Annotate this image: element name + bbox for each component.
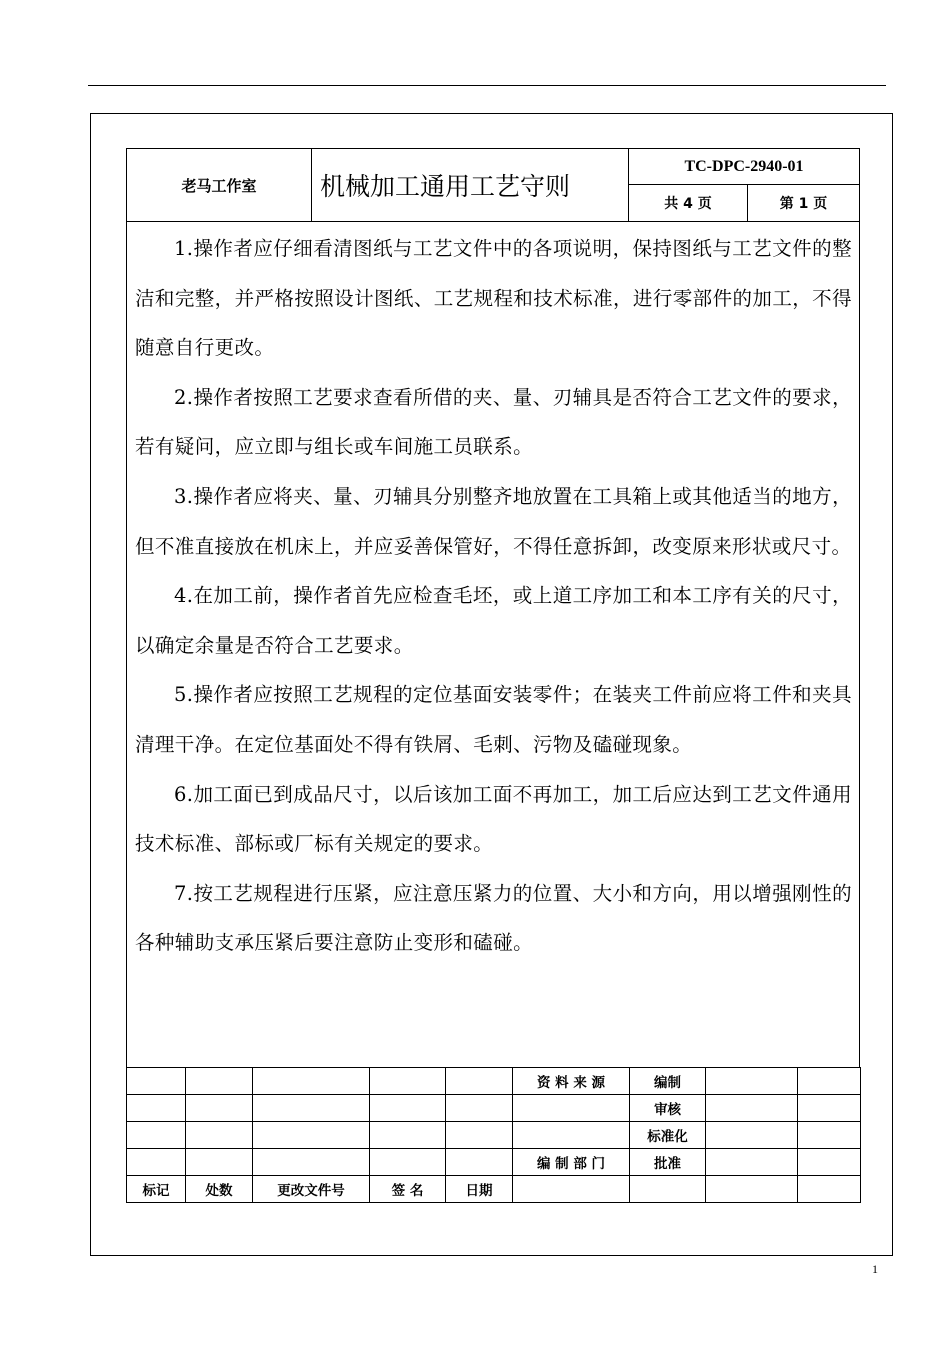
- approval-table: [126, 1067, 861, 1203]
- table-row: [127, 1122, 861, 1149]
- rule-paragraph: 2.操作者按照工艺要求查看所借的夹、量、刃辅具是否符合工艺文件的要求，若有疑问，应立即与组长或车间施工员联系。: [135, 385, 852, 459]
- rule-paragraph: 5.操作者应按照工艺规程的定位基面安装零件；在装夹工件前应将工件和夹具清理干净。在定位基面处不得有铁屑、毛刺、污物及磕碰现象。: [135, 683, 852, 756]
- rule-paragraph: 3.操作者应将夹、量、刃辅具分别整齐地放置在工具箱上或其他适当的地方，但不准直接放在机床上，并应妥善保管好，不得任意拆卸，改变原来形状或尺寸。: [135, 484, 852, 558]
- rules-body: [135, 224, 852, 968]
- column-label: 签 名: [370, 1176, 446, 1203]
- column-label: 标记: [127, 1176, 186, 1203]
- role-label: 批准: [630, 1149, 706, 1176]
- org-name: 老马工作室: [126, 148, 312, 222]
- table-row: [127, 1149, 861, 1176]
- table-row: [127, 1176, 861, 1203]
- doc-code: TC-DPC-2940-01: [628, 148, 860, 185]
- column-label: 日期: [446, 1176, 513, 1203]
- rule-paragraph: 1.操作者应仔细看清图纸与工艺文件中的各项说明，保持图纸与工艺文件的整洁和完整，并严格按照设计图纸、工艺规程和技术标准，进行零部件的加工，不得随意自行更改。: [135, 237, 852, 360]
- doc-title: 机械加工通用工艺守则: [311, 148, 629, 222]
- rule-paragraph: 4.在加工前，操作者首先应检查毛坯，或上道工序加工和本工序有关的尺寸，以确定余量是否符合工艺要求。: [135, 584, 852, 657]
- current-page: 第 1 页: [747, 184, 860, 222]
- rule-paragraph: 6.加工面已到成品尺寸，以后该加工面不再加工，加工后应达到工艺文件通用技术标准、部标或厂标有关规定的要求。: [135, 782, 852, 856]
- page-number: 1: [872, 1262, 878, 1276]
- top-rule: [88, 85, 886, 86]
- dept-label: 编 制 部 门: [513, 1149, 630, 1176]
- source-label: 资 料 来 源: [513, 1068, 630, 1095]
- role-label: 编制: [630, 1068, 706, 1095]
- column-label: 处数: [186, 1176, 253, 1203]
- role-label: 审核: [630, 1095, 706, 1122]
- total-pages: 共 4 页: [628, 184, 748, 222]
- column-label: 更改文件号: [253, 1176, 370, 1203]
- role-label: 标准化: [630, 1122, 706, 1149]
- table-row: [127, 1095, 861, 1122]
- table-row: [127, 1068, 861, 1095]
- rule-paragraph: 7.按工艺规程进行压紧，应注意压紧力的位置、大小和方向，用以增强刚性的各种辅助支承压紧后要注意防止变形和磕碰。: [135, 881, 852, 955]
